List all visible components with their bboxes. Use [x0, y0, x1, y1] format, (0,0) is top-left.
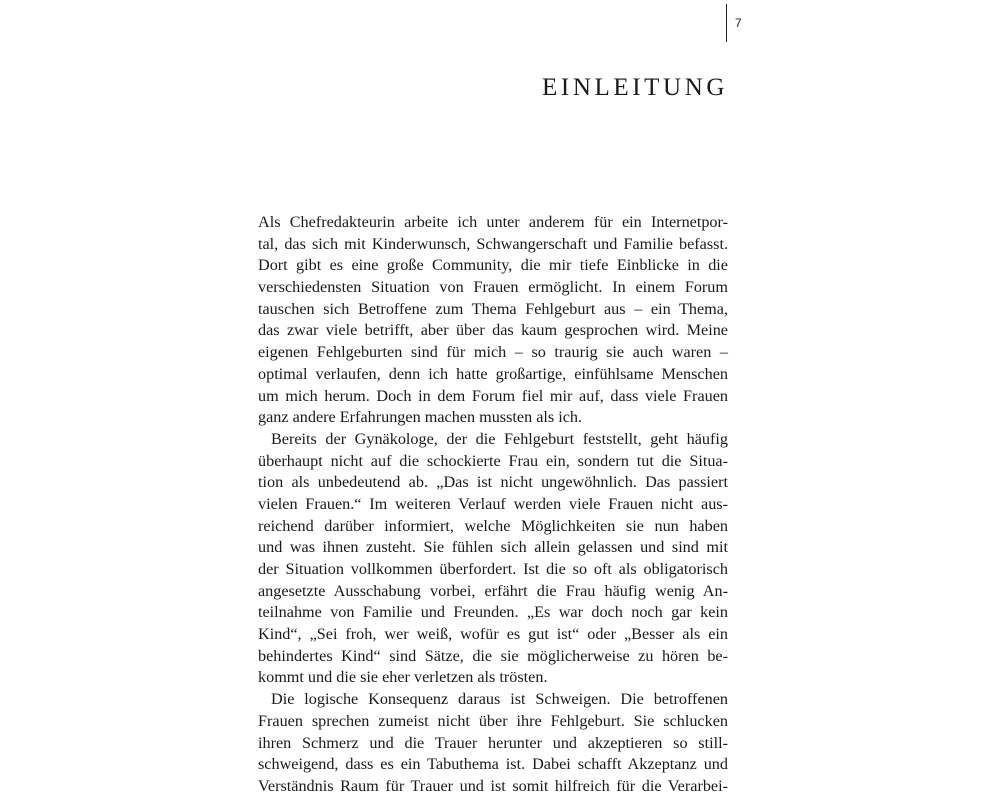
text-line: Die logische Konsequenz daraus ist Schweigen. Die betroffenen	[271, 690, 728, 709]
text-line: reichend darüber informiert, welche Möglichkeiten sie nun haben	[258, 516, 728, 535]
text-line: das zwar viele betrifft, aber über das kaum gesprochen wird. Meine	[258, 321, 728, 340]
text-line: vielen Frauen.“ Im weiteren Verlauf werden viele Frauen nicht aus-	[258, 494, 728, 513]
text-line: überhaupt nicht auf die schockierte Frau ein, sondern tut die Situa-	[258, 451, 728, 470]
text-line: Als Chefredakteurin arbeite ich unter anderem für ein Internetpor-	[258, 213, 728, 231]
page-number-rule	[726, 4, 727, 42]
text-line: eigenen Fehlgeburten sind für mich – so traurig sie auch waren –	[258, 343, 728, 362]
text-line: tauschen sich Betroffene zum Thema Fehlgeburt aus – ein Thema,	[258, 299, 728, 318]
text-line: Frauen sprechen zumeist nicht über ihre Fehlgeburt. Sie schlucken	[258, 711, 728, 730]
text-line: angesetzte Ausschabung vorbei, erfährt die Frau häufig wenig An-	[258, 581, 728, 600]
text-line: Kind“, „Sei froh, wer weiß, wofür es gut ist“ oder „Besser als ein	[258, 625, 728, 644]
text-line: der Situation vollkommen überfordert. Ist die so oft als obligatorisch	[258, 560, 728, 578]
body-text	[258, 212, 728, 798]
text-line: tion als unbedeutend ab. „Das ist nicht ungewöhnlich. Das passiert	[258, 473, 728, 492]
text-line: Bereits der Gynäkologe, der die Fehlgeburt feststellt, geht häufig	[271, 429, 728, 448]
chapter-title: EINLEITUNG	[542, 74, 728, 101]
page-number: 7	[735, 16, 742, 30]
text-line: teilnahme von Familie und Freunden. „Es war doch noch gar kein	[258, 603, 728, 622]
paragraph	[258, 429, 728, 689]
text-line: ihren Schmerz und die Trauer herunter und akzeptieren so still-	[258, 733, 728, 752]
text-line: tal, das sich mit Kinderwunsch, Schwangerschaft und Familie befasst.	[258, 234, 728, 253]
text-line: schweigend, dass es ein Tabuthema ist. Dabei schafft Akzeptanz und	[258, 755, 728, 774]
text-line: kommt und die sie eher verletzen als trösten.	[258, 668, 548, 687]
text-line: Dort gibt es eine große Community, die mir tiefe Einblicke in die	[258, 256, 728, 275]
text-line: und was ihnen zusteht. Sie fühlen sich allein gelassen und sind mit	[258, 538, 728, 557]
text-line: behindertes Kind“ sind Sätze, die sie möglicherweise zu hören be-	[258, 646, 728, 665]
text-line: ganz andere Erfahrungen machen mussten als ich.	[258, 408, 583, 427]
text-line: um mich herum. Doch in dem Forum fiel mir auf, dass viele Frauen	[258, 386, 728, 405]
text-line: optimal verlaufen, denn ich hatte großartige, einfühlsame Menschen	[258, 364, 728, 383]
paragraph	[258, 212, 728, 429]
text-line: Verständnis Raum für Trauer und ist somit hilfreich für die Verarbei-	[258, 776, 728, 795]
paragraph	[258, 689, 728, 797]
text-line: verschiedensten Situation von Frauen ermöglicht. In einem Forum	[258, 278, 728, 297]
